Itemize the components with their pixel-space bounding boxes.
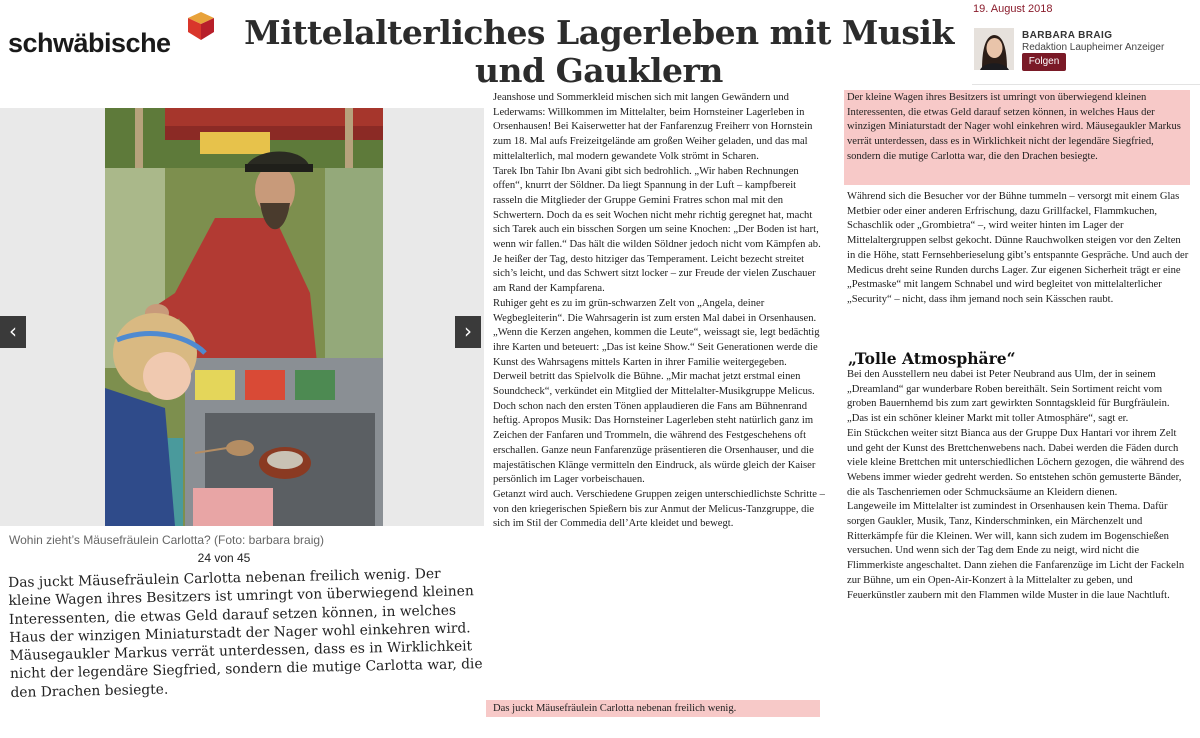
clipping-paragraph: Jeanshose und Sommerkleid mischen sich mit langen Gewändern und Lederwams: Willkommen im Mittelalter, beim Hornsteiner Lagerleben in Orsenhausen! Bei Kaiserwetter hat der Fanfarenzug Freiherr von Hornstein zum 18. Mal aufs Freizeitgelände am großen Weiher geladen, und das mal mittelalterlich, mal modern gewandete Volk strömt in Scharen.: [493, 92, 813, 162]
author-box: [972, 0, 1200, 85]
article-lead: Das juckt Mäusefräulein Carlotta nebenan freilich wenig. Der kleine Wagen ihres Besitzers ist umringt von überwiegend kleinen Interessenten, die etwas Geld darauf setzen können, in welches Haus der winzigen Miniaturstadt der Nager wohl einkehren wird. Mäusegaukler Markus verrät unterdessen, dass es in Wirklichkeit nicht der legendäre Siegfried, sondern die mutige Carlotta war, die den Drachen besiegte.: [8, 565, 483, 701]
author-name[interactable]: BARBARA BRAIG: [1022, 30, 1113, 41]
article-headline: Mittelalterliches Lagerleben mit Musik und Gauklern: [244, 13, 954, 90]
photo-caption: Wohin zieht’s Mäusefräulein Carlotta? (Foto: barbara braig): [9, 533, 325, 547]
clipping-paragraph: Getanzt wird auch. Verschiedene Gruppen zeigen unterschiedlichste Schritte – von den kriegerischen Spießern bis zur Anmut der Melicus-Tanzgruppe, die sich im Stil der Commedia dell’Arte kleidet und bewegt.: [493, 488, 825, 530]
clipping-paragraph: Bei den Ausstellern neu dabei ist Peter Neubrand aus Ulm, der in seinem „Dreamland“ gar wunderbare Roben bereithält. Sein Sortiment reicht vom groben Bauernhemd bis zum zart gewirkten Sonntagskleid für Burgfräulein. „Das ist ein schöner kleiner Markt mit toller Atmosphäre“, sagt er.: [847, 369, 1170, 425]
brand-logo[interactable]: schwäbische: [8, 28, 171, 58]
highlighted-quote: Das juckt Mäusefräulein Carlotta nebenan freilich wenig.: [486, 700, 820, 717]
clipping-paragraph: Während sich die Besucher vor der Bühne tummeln – versorgt mit einem Glas Metbier oder einer anderen Erfrischung, dazu Grillfackel, Flammkuchen, Schaschlik oder „Grombietra“ –, wird weiter hinten im Lager der Mittelaltergruppen selbst gekocht. Dünne Rauchwolken steigen vor den Zelten in die Höhe, statt Fernsehberieselung gibt’s entspannte Gespräche. Und auch der Medicus dreht seine Runden durchs Lager. Zur eigenen Sicherheit trägt er eine „Pestmaske“ mit langem Schnabel und wird begleitet von mittelalterlicher „Security“ – nicht, dass ihm jemand noch sein Kässchen raubt.: [847, 191, 1189, 305]
image-gallery: [0, 108, 484, 526]
publish-date: 19. August 2018: [973, 3, 1053, 15]
clipping-paragraph: Langeweile im Mittelalter ist zumindest in Orsenhausen kein Thema. Dafür sorgen Gaukler, Musik, Tanz, Kinderschminken, ein Märchenzelt und Ritterkämpfe für die Kleinen. Wer will, kann sich zudem im Bogenschießen versuchen. Und wenn sich der Tag dem Ende zu neigt, wird nicht die Flimmerkiste angeschaltet. Dann ziehen die Fanfarenzüge im Licht der Fackeln zur Bühne, um ein Open-Air-Konzert à la Mittelalter zu geben, und Feuerkünstler zaubern mit den Flammen wilde Muster in die laue Nachtluft.: [847, 501, 1185, 601]
gallery-photo[interactable]: [105, 108, 383, 526]
follow-button[interactable]: Folgen: [1022, 53, 1066, 71]
clipping-column-2-continued: [847, 368, 1191, 603]
chevron-left-icon: ‹: [9, 319, 17, 343]
gallery-counter: 24 von 45: [197, 551, 251, 565]
clipping-column-2: [847, 190, 1191, 308]
clipping-paragraph: Tarek Ibn Tahir Ibn Avani gibt sich bedrohlich. „Wir haben Rechnungen offen“, knurrt der Söldner. Da liegt Spannung in der Luft – kampfbereit rasseln die Mitglieder der Gruppe Gemini Fratres schon mal mit den Schwertern. Doch da es seit Wochen nicht mehr richtig geregnet hat, macht sich Tarek auch ein bisschen Sorgen um seine Knochen: „Der Boden ist hart, wenn wir fallen.“ Das hält die wilden Söldner jedoch nicht vom Kämpfen ab. Je heißer der Tag, desto hitziger das Temperament. Leicht bezecht streitet sich’s leicht, und das Schwert sitzt locker – zur Freude der vielen Zuschauer am Rand der Kampfarena.: [493, 165, 821, 295]
clipping-column-1: [493, 91, 828, 532]
gallery-prev-button[interactable]: [0, 316, 26, 348]
author-avatar[interactable]: [974, 28, 1014, 70]
brand-logo-mark-icon: [188, 12, 214, 40]
highlighted-quote: Der kleine Wagen ihres Besitzers ist umringt von überwiegend kleinen Interessenten, die etwas Geld darauf setzen können, in welches Haus der winzigen Miniaturstadt der Nager wohl einkehren wird. Mäusegaukler Markus verrät unterdessen, dass es in Wirklichkeit nicht der legendäre Siegfried, sondern die mutige Carlotta war, die den Drachen besiegte.: [844, 90, 1190, 185]
clipping-subhead: „Tolle Atmosphäre“: [848, 349, 1016, 368]
clipping-paragraph: Ruhiger geht es zu im grün-schwarzen Zelt von „Angela, deiner Wegbegleiterin“. Die Wahrsagerin ist zum ersten Mal dabei in Orsenhausen. „Wenn die Kerzen angehen, kommen die Leute“, weissagt sie, legt bedächtig ihre Karten und beteuert: „Das ist keine Show.“ Seit Generationen werde die Kunst des Wahrsagens mittels Karten in ihrer Familie weitergegeben.: [493, 297, 820, 368]
clipping-paragraph: Ein Stückchen weiter sitzt Bianca aus der Gruppe Dux Hantari vor ihrem Zelt und geht der Kunst des Brettchenwebens nach. Dabei werden die Fäden durch viele kleine Brettchen mit unterschiedlichen Löchern gezogen, die während des Webens immer wieder gedreht werden. So entstehen schön gemusterte Bänder, die als Taschenriemen oder Schmucksäume an Kleidern dienen.: [847, 427, 1185, 498]
gallery-next-button[interactable]: [455, 316, 481, 348]
author-role: Redaktion Laupheimer Anzeiger: [1022, 42, 1165, 53]
clipping-paragraph: Derweil betritt das Spielvolk die Bühne. „Mir machat jetzt erstmal einen Soundcheck“, verkündet ein Mitglied der Mittelalter-Musikgruppe Melicus. Doch schon nach den ersten Tönen applaudieren die Fans am Bühnenrand heftig. Apropos Musik: Das Hornsteiner Lagerleben steht natürlich ganz im Zeichen der Fanfaren und Trommeln, die während des Festgeschehens oft erschallen. Ganze neun Fanfarenzüge präsentieren die Orsenhauser, und die majestätischen Klänge vermitteln den Eindruck, als würde gleich der Kaiser persönlich im Lager vorbeischauen.: [493, 371, 816, 486]
chevron-right-icon: ›: [464, 319, 472, 343]
